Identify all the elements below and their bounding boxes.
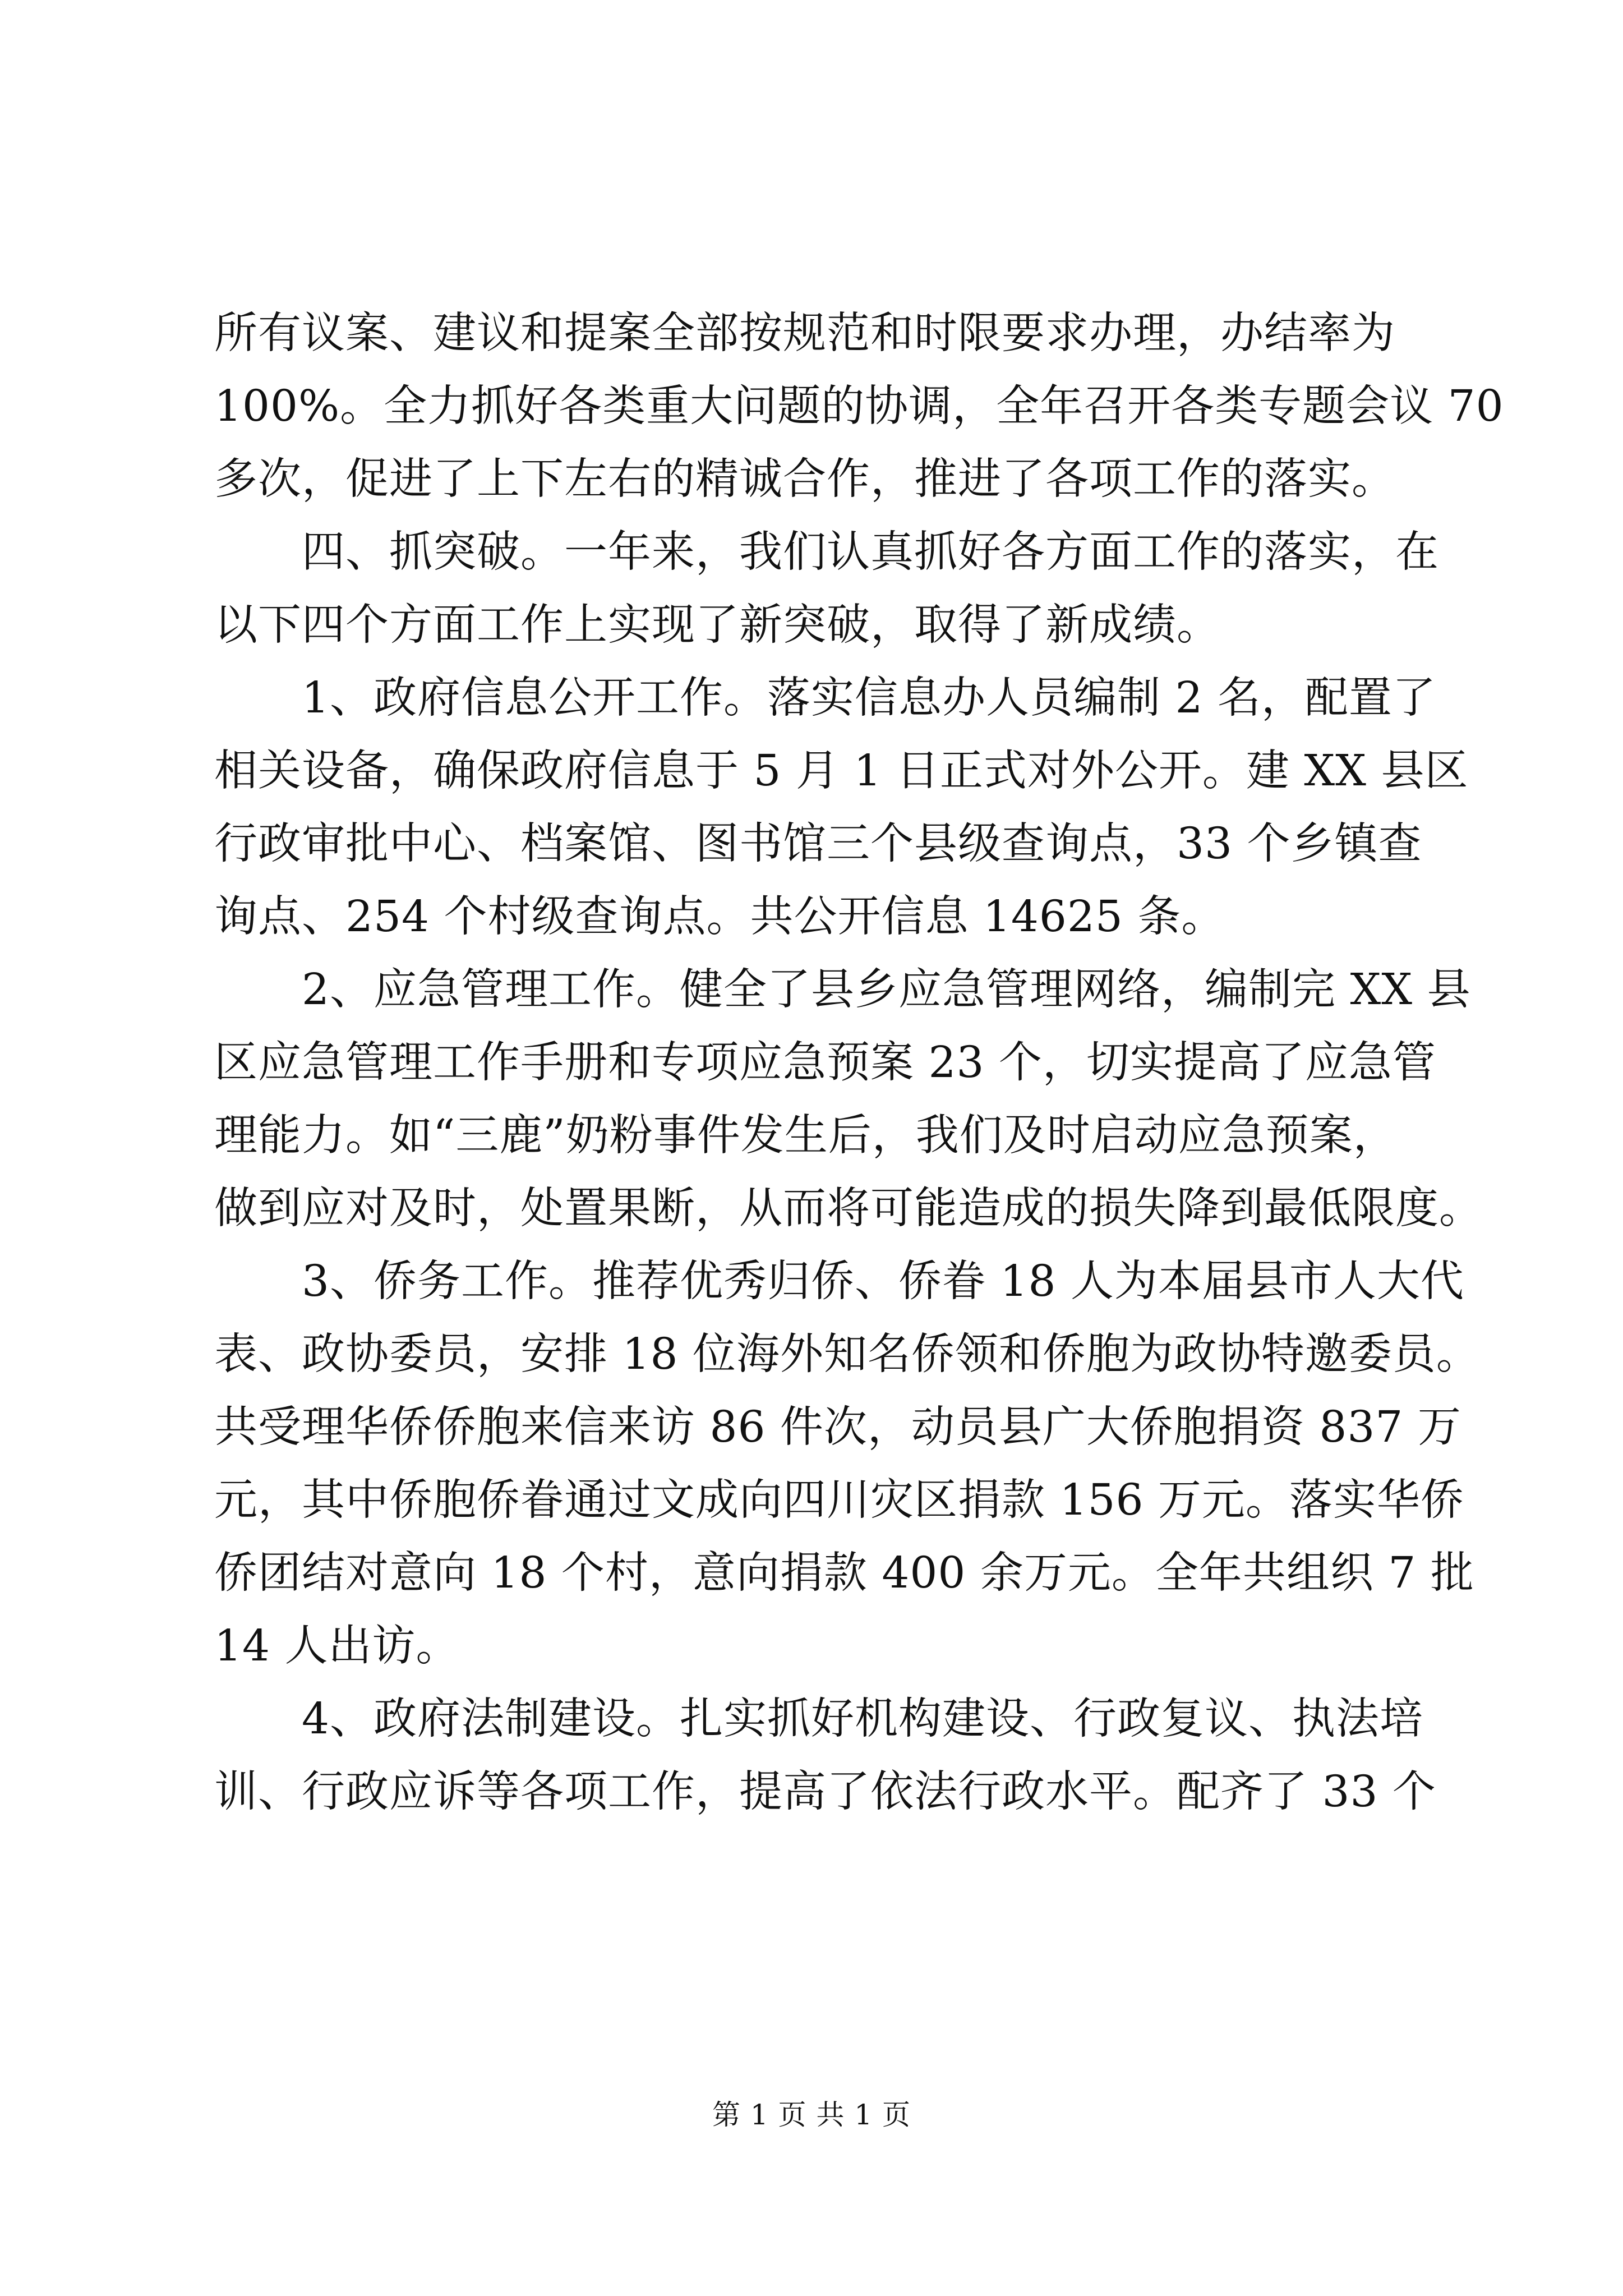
text-line: 共受理华侨侨胞来信来访 86 件次，动员县广大侨胞捐资 837 万	[214, 1402, 1461, 1452]
document-body	[214, 297, 1504, 1829]
text-line: 所有议案、建议和提案全部按规范和时限要求办理，办结率为	[214, 309, 1395, 358]
page-number-label: 第 1 页 共 1 页	[712, 2099, 911, 2131]
text-line: 区应急管理工作手册和专项应急预案 23 个，切实提高了应急管	[214, 1038, 1436, 1088]
text-line: 元，其中侨胞侨眷通过文成向四川灾区捐款 156 万元。落实华侨	[214, 1475, 1464, 1525]
text-line: 2、应急管理工作。健全了县乡应急管理网络，编制完 XX 县	[214, 965, 1471, 1015]
text-line: 100%。全力抓好各类重大问题的协调，全年召开各类专题会议 70	[214, 381, 1504, 431]
text-line: 以下四个方面工作上实现了新突破，取得了新成绩。	[214, 600, 1220, 650]
text-line: 训、行政应诉等各项工作，提高了依法行政水平。配齐了 33 个	[214, 1767, 1436, 1817]
text-line: 多次，促进了上下左右的精诚合作，推进了各项工作的落实。	[214, 454, 1395, 504]
text-line: 行政审批中心、档案馆、图书馆三个县级查询点，33 个乡镇查	[214, 819, 1422, 869]
text-line: 4、政府法制建设。扎实抓好机构建设、行政复议、执法培	[214, 1694, 1423, 1744]
text-line: 侨团结对意向 18 个村，意向捐款 400 余万元。全年共组织 7 批	[214, 1548, 1474, 1598]
text-line: 1、政府信息公开工作。落实信息办人员编制 2 名，配置了	[214, 673, 1436, 723]
text-line: 相关设备，确保政府信息于 5 月 1 日正式对外公开。建 XX 县区	[214, 746, 1469, 796]
text-line: 四、抓突破。一年来，我们认真抓好各方面工作的落实，在	[214, 527, 1439, 577]
text-line: 14 人出访。	[214, 1621, 460, 1671]
text-line: 3、侨务工作。推荐优秀归侨、侨眷 18 人为本届县市人大代	[214, 1257, 1464, 1306]
page-footer	[0, 2097, 1623, 2133]
text-line: 做到应对及时，处置果断，从而将可能造成的损失降到最低限度。	[214, 1184, 1483, 1234]
text-line: 表、政协委员，安排 18 位海外知名侨领和侨胞为政协特邀委员。	[214, 1329, 1480, 1379]
text-line: 理能力。如“三鹿”奶粉事件发生后，我们及时启动应急预案，	[214, 1111, 1397, 1161]
text-line: 询点、254 个村级查询点。共公开信息 14625 条。	[214, 892, 1225, 942]
